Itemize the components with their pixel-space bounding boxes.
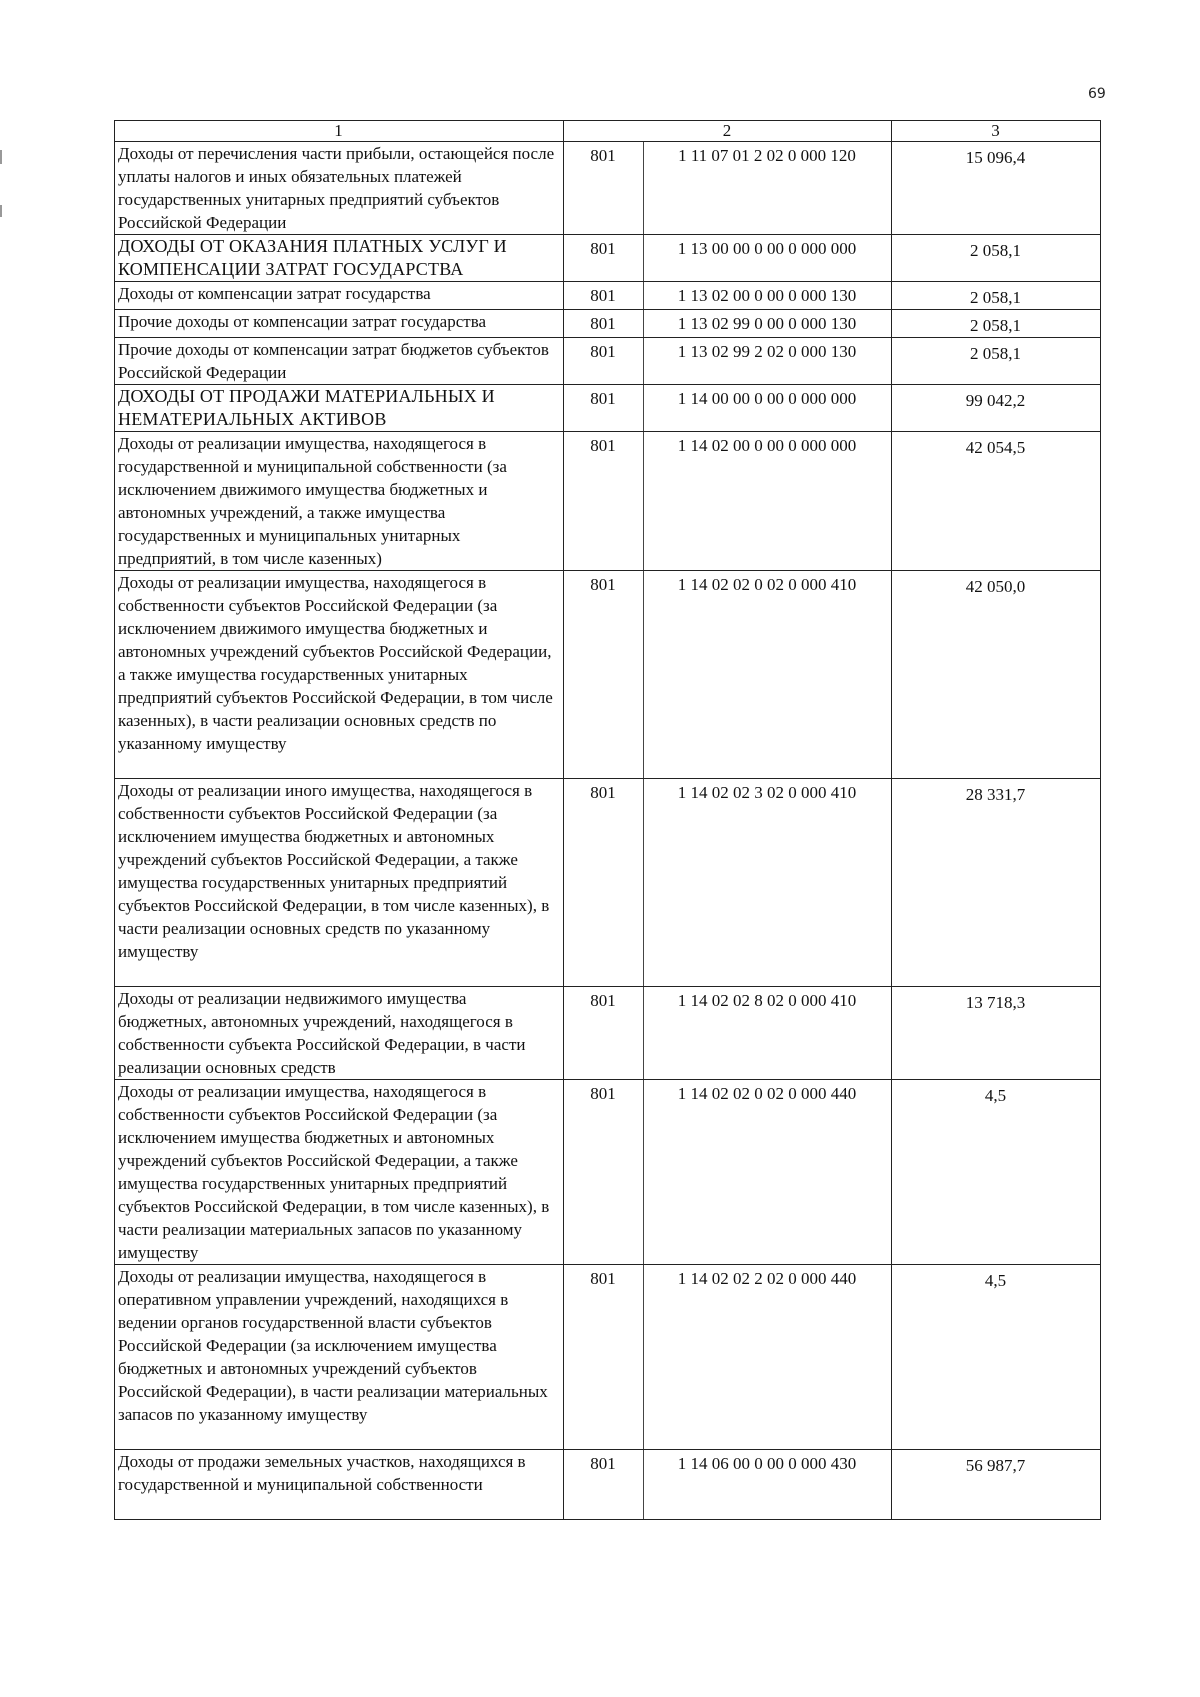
admin-code-cell: 801 bbox=[564, 142, 644, 235]
admin-code-cell: 801 bbox=[564, 282, 644, 310]
table-header-row bbox=[115, 121, 1101, 142]
budget-code-cell: 1 14 02 02 3 02 0 000 410 bbox=[644, 779, 892, 987]
budget-code-cell: 1 14 02 00 0 00 0 000 000 bbox=[644, 432, 892, 571]
amount-cell: 13 718,3 bbox=[892, 987, 1101, 1080]
admin-code-cell: 801 bbox=[564, 338, 644, 385]
revenue-name: ДОХОДЫ ОТ ПРОДАЖИ МАТЕРИАЛЬНЫХ И НЕМАТЕРИАЛЬНЫХ АКТИВОВ bbox=[118, 386, 495, 429]
revenue-name: ДОХОДЫ ОТ ОКАЗАНИЯ ПЛАТНЫХ УСЛУГ И КОМПЕНСАЦИИ ЗАТРАТ ГОСУДАРСТВА bbox=[118, 236, 507, 279]
blank-line bbox=[118, 1496, 559, 1519]
amount-cell: 56 987,7 bbox=[892, 1450, 1101, 1520]
budget-code-cell: 1 14 02 02 2 02 0 000 440 bbox=[644, 1265, 892, 1450]
amount-cell: 2 058,1 bbox=[892, 235, 1101, 282]
header-col-1: 1 bbox=[115, 121, 564, 142]
blank-line bbox=[118, 1426, 559, 1449]
revenue-name-cell bbox=[115, 779, 564, 987]
revenue-name-cell bbox=[115, 571, 564, 779]
revenue-table bbox=[114, 120, 1101, 1520]
table-row bbox=[115, 432, 1101, 571]
budget-code-cell: 1 14 00 00 0 00 0 000 000 bbox=[644, 385, 892, 432]
revenue-name: Доходы от реализации имущества, находящегося в оперативном управлении учреждений, находящихся в ведении органов государственной власти субъектов Российской Федерации (за исключением имущества бюджетных и автономных учреждений субъектов Российской Федерации), в части реализации материальных запасов по указанному имуществу bbox=[118, 1267, 548, 1424]
budget-code-cell: 1 13 02 00 0 00 0 000 130 bbox=[644, 282, 892, 310]
revenue-name-cell bbox=[115, 1080, 564, 1265]
amount-cell: 2 058,1 bbox=[892, 282, 1101, 310]
budget-code-cell: 1 11 07 01 2 02 0 000 120 bbox=[644, 142, 892, 235]
admin-code-cell: 801 bbox=[564, 1265, 644, 1450]
revenue-table-body bbox=[115, 121, 1101, 1520]
revenue-name: Доходы от компенсации затрат государства bbox=[118, 284, 431, 303]
revenue-name: Доходы от продажи земельных участков, находящихся в государственной и муниципальной собственности bbox=[118, 1452, 526, 1494]
amount-cell: 2 058,1 bbox=[892, 310, 1101, 338]
blank-line bbox=[118, 963, 559, 986]
revenue-name: Доходы от реализации иного имущества, находящегося в собственности субъектов Российской Федерации (за исключением имущества бюджетных и автономных учреждений субъектов Российской Федерации, а также имущества государственных унитарных предприятий субъектов Российской Федерации, в том числе казенных), в части реализации основных средств по указанному имуществу bbox=[118, 781, 550, 961]
budget-code-cell: 1 14 02 02 0 02 0 000 410 bbox=[644, 571, 892, 779]
amount-cell: 42 050,0 bbox=[892, 571, 1101, 779]
admin-code-cell: 801 bbox=[564, 571, 644, 779]
scan-edge-mark bbox=[0, 150, 2, 164]
revenue-name: Прочие доходы от компенсации затрат бюджетов субъектов Российской Федерации bbox=[118, 340, 549, 382]
amount-cell: 42 054,5 bbox=[892, 432, 1101, 571]
blank-line bbox=[118, 755, 559, 778]
amount-cell: 4,5 bbox=[892, 1080, 1101, 1265]
table-row bbox=[115, 142, 1101, 235]
amount-cell: 2 058,1 bbox=[892, 338, 1101, 385]
admin-code-cell: 801 bbox=[564, 432, 644, 571]
scan-edge-mark bbox=[0, 205, 2, 217]
revenue-name-cell bbox=[115, 385, 564, 432]
revenue-name-cell bbox=[115, 282, 564, 310]
budget-code-cell: 1 13 02 99 2 02 0 000 130 bbox=[644, 338, 892, 385]
revenue-name-cell bbox=[115, 310, 564, 338]
table-row bbox=[115, 571, 1101, 779]
revenue-name: Доходы от перечисления части прибыли, остающейся после уплаты налогов и иных обязательных платежей государственных унитарных предприятий субъектов Российской Федерации bbox=[118, 144, 555, 232]
amount-cell: 15 096,4 bbox=[892, 142, 1101, 235]
revenue-name: Доходы от реализации имущества, находящегося в собственности субъектов Российской Федерации (за исключением имущества бюджетных и автономных учреждений субъектов Российской Федерации, а также имущества государственных унитарных предприятий субъектов Российской Федерации, в том числе казенных), в части реализации материальных запасов по указанному имуществу bbox=[118, 1082, 550, 1262]
table-row bbox=[115, 310, 1101, 338]
header-col-3: 3 bbox=[892, 121, 1101, 142]
table-row bbox=[115, 1265, 1101, 1450]
table-row bbox=[115, 235, 1101, 282]
budget-code-cell: 1 13 00 00 0 00 0 000 000 bbox=[644, 235, 892, 282]
budget-code-cell: 1 13 02 99 0 00 0 000 130 bbox=[644, 310, 892, 338]
admin-code-cell: 801 bbox=[564, 385, 644, 432]
amount-cell: 4,5 bbox=[892, 1265, 1101, 1450]
revenue-name-cell bbox=[115, 338, 564, 385]
revenue-name: Доходы от реализации имущества, находящегося в государственной и муниципальной собственности (за исключением движимого имущества бюджетных и автономных учреждений, а также имущества государственных и муниципальных унитарных предприятий, в том числе казенных) bbox=[118, 434, 507, 568]
table-row bbox=[115, 987, 1101, 1080]
admin-code-cell: 801 bbox=[564, 310, 644, 338]
table-row bbox=[115, 385, 1101, 432]
table-row bbox=[115, 338, 1101, 385]
budget-code-cell: 1 14 06 00 0 00 0 000 430 bbox=[644, 1450, 892, 1520]
revenue-name: Прочие доходы от компенсации затрат государства bbox=[118, 312, 487, 331]
revenue-name-cell bbox=[115, 142, 564, 235]
admin-code-cell: 801 bbox=[564, 779, 644, 987]
admin-code-cell: 801 bbox=[564, 987, 644, 1080]
table-row bbox=[115, 1080, 1101, 1265]
table-row bbox=[115, 1450, 1101, 1520]
amount-cell: 99 042,2 bbox=[892, 385, 1101, 432]
admin-code-cell: 801 bbox=[564, 235, 644, 282]
budget-code-cell: 1 14 02 02 8 02 0 000 410 bbox=[644, 987, 892, 1080]
admin-code-cell: 801 bbox=[564, 1450, 644, 1520]
amount-cell: 28 331,7 bbox=[892, 779, 1101, 987]
header-col-2: 2 bbox=[564, 121, 892, 142]
revenue-name: Доходы от реализации имущества, находящегося в собственности субъектов Российской Федерации (за исключением движимого имущества бюджетных и автономных учреждений субъектов Российской Федерации, а также имущества государственных унитарных предприятий субъектов Российской Федерации, в том числе казенных), в части реализации основных средств по указанному имуществу bbox=[118, 573, 553, 753]
page-number: 69 bbox=[1088, 86, 1106, 102]
budget-code-cell: 1 14 02 02 0 02 0 000 440 bbox=[644, 1080, 892, 1265]
revenue-name-cell bbox=[115, 1265, 564, 1450]
revenue-name: Доходы от реализации недвижимого имущества бюджетных, автономных учреждений, находящегося в собственности субъекта Российской Федерации, в части реализации основных средств bbox=[118, 989, 526, 1077]
revenue-name-cell bbox=[115, 987, 564, 1080]
revenue-name-cell bbox=[115, 1450, 564, 1520]
admin-code-cell: 801 bbox=[564, 1080, 644, 1265]
revenue-name-cell bbox=[115, 432, 564, 571]
table-row bbox=[115, 779, 1101, 987]
revenue-name-cell bbox=[115, 235, 564, 282]
table-row bbox=[115, 282, 1101, 310]
